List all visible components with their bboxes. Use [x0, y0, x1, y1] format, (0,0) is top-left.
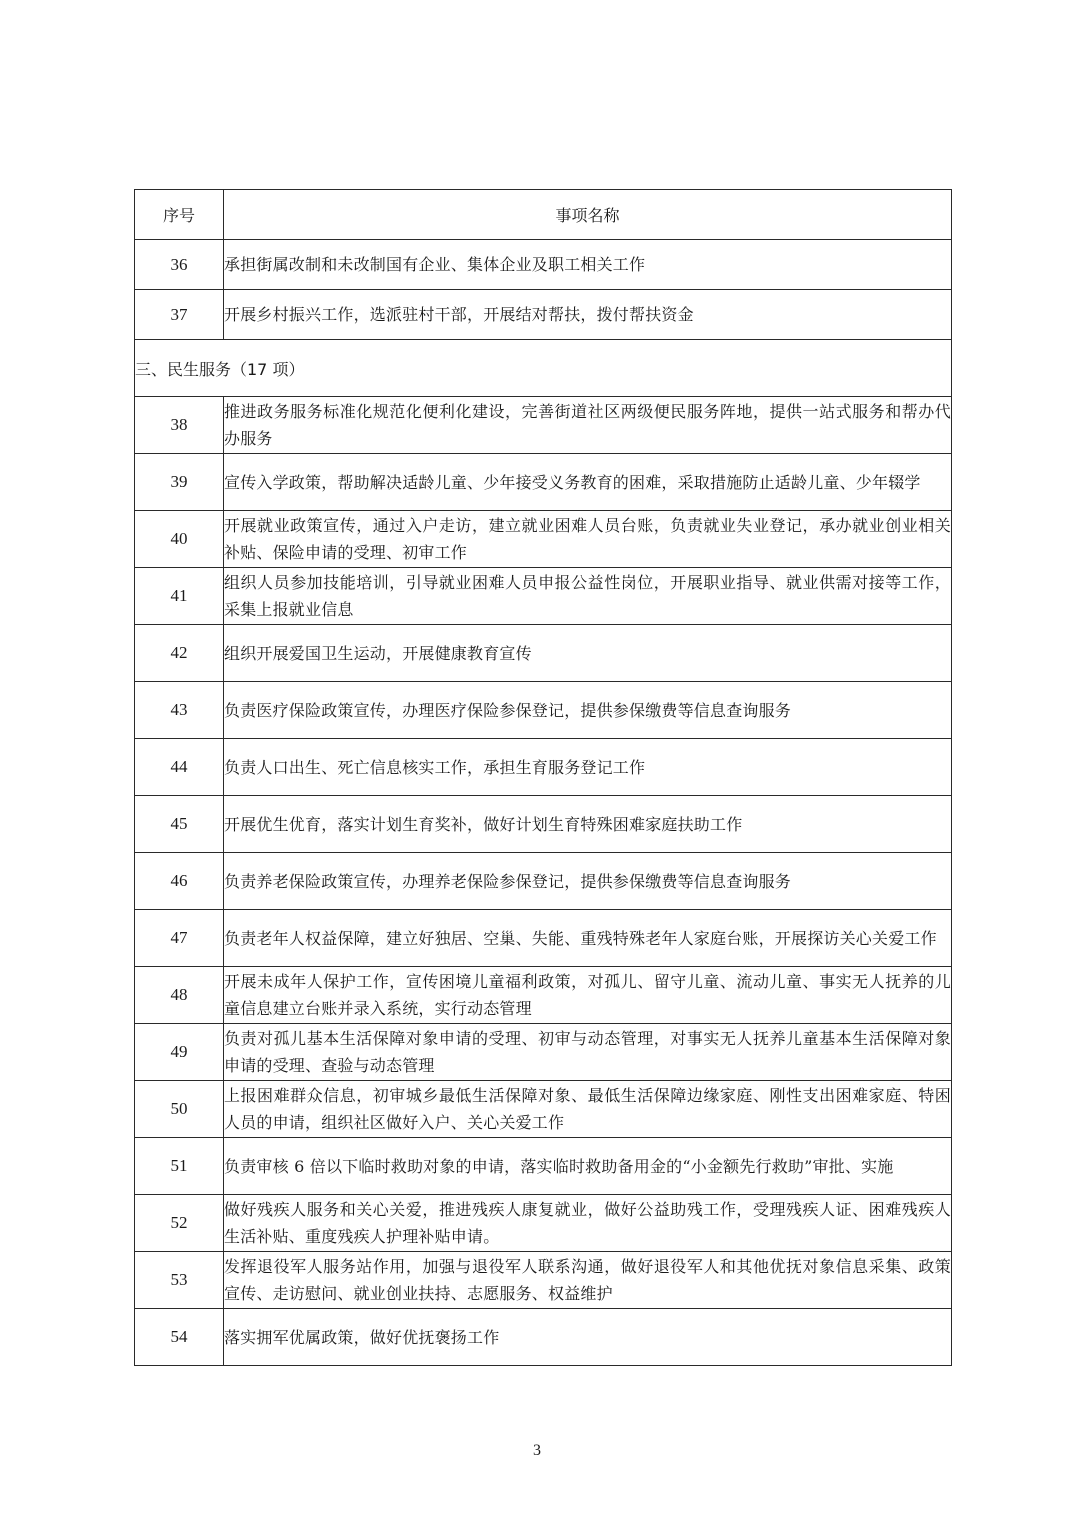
item-name: 上报困难群众信息，初审城乡最低生活保障对象、最低生活保障边缘家庭、刚性支出困难家庭、特困人员的申请，组织社区做好入户、关心关爱工作: [224, 1081, 952, 1138]
table-row: [135, 568, 952, 625]
item-name: 落实拥军优属政策，做好优抚褒扬工作: [224, 1309, 952, 1366]
item-number: 47: [135, 910, 224, 967]
table-row: [135, 910, 952, 967]
item-name: 做好残疾人服务和关心关爱，推进残疾人康复就业，做好公益助残工作，受理残疾人证、困难残疾人生活补贴、重度残疾人护理补贴申请。: [224, 1195, 952, 1252]
item-name: 推进政务服务标准化规范化便利化建设，完善街道社区两级便民服务阵地，提供一站式服务和帮办代办服务: [224, 397, 952, 454]
item-name: 组织人员参加技能培训，引导就业困难人员申报公益性岗位，开展职业指导、就业供需对接等工作，采集上报就业信息: [224, 568, 952, 625]
table-row: [135, 1309, 952, 1366]
item-number: 52: [135, 1195, 224, 1252]
item-number: 54: [135, 1309, 224, 1366]
table-row: [135, 967, 952, 1024]
item-number: 36: [135, 240, 224, 290]
item-name: 负责审核 6 倍以下临时救助对象的申请，落实临时救助备用金的“小金额先行救助”审批、实施: [224, 1138, 952, 1195]
item-number: 41: [135, 568, 224, 625]
table-row: [135, 290, 952, 340]
table-row: [135, 511, 952, 568]
table-row: [135, 1195, 952, 1252]
table-row: [135, 240, 952, 290]
item-number: 51: [135, 1138, 224, 1195]
item-name: 开展乡村振兴工作，选派驻村干部，开展结对帮扶，拨付帮扶资金: [224, 290, 952, 340]
item-name: 承担街属改制和未改制国有企业、集体企业及职工相关工作: [224, 240, 952, 290]
item-number: 46: [135, 853, 224, 910]
table-row: [135, 397, 952, 454]
item-name: 负责医疗保险政策宣传，办理医疗保险参保登记，提供参保缴费等信息查询服务: [224, 682, 952, 739]
item-name: 发挥退役军人服务站作用，加强与退役军人联系沟通，做好退役军人和其他优抚对象信息采集、政策宣传、走访慰问、就业创业扶持、志愿服务、权益维护: [224, 1252, 952, 1309]
item-number: 44: [135, 739, 224, 796]
item-number: 43: [135, 682, 224, 739]
item-name: 组织开展爱国卫生运动，开展健康教育宣传: [224, 625, 952, 682]
item-number: 42: [135, 625, 224, 682]
table-header-row: [135, 190, 952, 240]
table-row: [135, 1138, 952, 1195]
item-name: 负责养老保险政策宣传，办理养老保险参保登记，提供参保缴费等信息查询服务: [224, 853, 952, 910]
page-number: 3: [533, 1442, 541, 1459]
item-name: 开展未成年人保护工作，宣传困境儿童福利政策，对孤儿、留守儿童、流动儿童、事实无人抚养的儿童信息建立台账并录入系统，实行动态管理: [224, 967, 952, 1024]
item-number: 49: [135, 1024, 224, 1081]
table-row: [135, 625, 952, 682]
item-name: 开展优生优育，落实计划生育奖补，做好计划生育特殊困难家庭扶助工作: [224, 796, 952, 853]
table-row: [135, 454, 952, 511]
column-header-name: 事项名称: [224, 190, 952, 240]
service-items-table: [134, 189, 952, 1366]
table-row: [135, 739, 952, 796]
item-number: 37: [135, 290, 224, 340]
item-number: 48: [135, 967, 224, 1024]
section-row: [135, 340, 952, 397]
item-name: 负责人口出生、死亡信息核实工作，承担生育服务登记工作: [224, 739, 952, 796]
item-name: 负责老年人权益保障，建立好独居、空巢、失能、重残特殊老年人家庭台账，开展探访关心关爱工作: [224, 910, 952, 967]
column-header-number: 序号: [135, 190, 224, 240]
table-row: [135, 682, 952, 739]
item-number: 50: [135, 1081, 224, 1138]
table-row: [135, 1081, 952, 1138]
item-number: 39: [135, 454, 224, 511]
table-row: [135, 1024, 952, 1081]
table-row: [135, 853, 952, 910]
item-number: 45: [135, 796, 224, 853]
item-name: 宣传入学政策，帮助解决适龄儿童、少年接受义务教育的困难，采取措施防止适龄儿童、少年辍学: [224, 454, 952, 511]
table-row: [135, 1252, 952, 1309]
item-name: 开展就业政策宣传，通过入户走访，建立就业困难人员台账，负责就业失业登记，承办就业创业相关补贴、保险申请的受理、初审工作: [224, 511, 952, 568]
item-number: 53: [135, 1252, 224, 1309]
section-title: 三、民生服务（17 项）: [135, 340, 952, 397]
table-row: [135, 796, 952, 853]
item-name: 负责对孤儿基本生活保障对象申请的受理、初审与动态管理，对事实无人抚养儿童基本生活保障对象申请的受理、查验与动态管理: [224, 1024, 952, 1081]
item-number: 38: [135, 397, 224, 454]
item-number: 40: [135, 511, 224, 568]
